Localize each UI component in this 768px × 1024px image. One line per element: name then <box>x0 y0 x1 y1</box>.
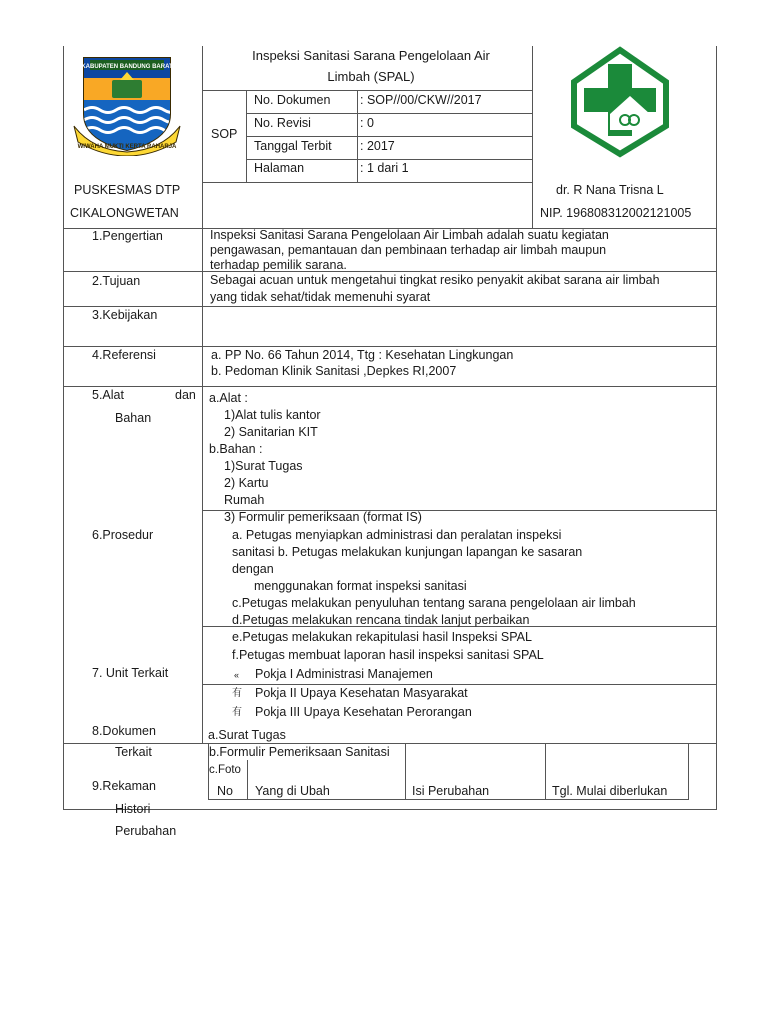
prosedur-step: a. Petugas menyiapkan administrasi dan peralatan inspeksi <box>232 528 562 542</box>
row-label-prosedur: 6.Prosedur <box>92 528 154 542</box>
emblem-text-top: KABUPATEN BANDUNG BARAT <box>81 64 173 70</box>
row-label-histori: Histori <box>115 802 151 816</box>
grid-line <box>63 386 717 387</box>
history-column-header: Yang di Ubah <box>255 784 330 798</box>
alat-line: 1)Surat Tugas <box>224 459 303 473</box>
meta-value-page: : 1 dari 1 <box>360 161 409 175</box>
meta-label-page: Halaman <box>254 161 305 175</box>
dokumen-item: c.Foto <box>209 764 241 776</box>
alat-line: 3) Formulir pemeriksaan (format IS) <box>224 510 422 524</box>
row-label-dokumen: 8.Dokumen <box>92 724 156 738</box>
signer-nip: NIP. 196808312002121005 <box>540 206 692 220</box>
alat-line: b.Bahan : <box>209 442 263 456</box>
prosedur-step: dengan <box>232 562 274 576</box>
unit-item: Pokja II Upaya Kesehatan Masyarakat <box>255 686 468 700</box>
pengertian-text-line: pengawasan, pemantauan dan pembinaan terhadap air limbah maupun <box>210 243 607 257</box>
referensi-item: a. PP No. 66 Tahun 2014, Ttg : Kesehatan Lingkungan <box>211 348 514 362</box>
grid-line <box>63 46 64 809</box>
grid-line <box>202 46 203 228</box>
grid-line <box>246 136 532 137</box>
grid-line <box>532 46 533 228</box>
prosedur-step: e.Petugas melakukan rekapitulasi hasil Inspeksi SPAL <box>232 630 532 644</box>
meta-value-document-number: : SOP//00/CKW//2017 <box>360 93 482 107</box>
history-column-header: Isi Perubahan <box>412 784 490 798</box>
alat-line: 1)Alat tulis kantor <box>224 408 321 422</box>
grid-line <box>202 182 532 183</box>
pengertian-text-line: Inspeksi Sanitasi Sarana Pengelolaan Air Limbah adalah suatu kegiatan <box>210 228 609 242</box>
unit-item: Pokja III Upaya Kesehatan Perorangan <box>255 705 472 719</box>
sop-label: SOP <box>211 127 238 141</box>
grid-line <box>246 159 532 160</box>
grid-line <box>208 799 689 800</box>
prosedur-step: c.Petugas melakukan penyuluhan tentang sarana pengelolaan air limbah <box>232 596 636 610</box>
row-label-dokumen-terkait: Terkait <box>115 745 152 759</box>
org-name-line-2: CIKALONGWETAN <box>70 206 179 220</box>
grid-line <box>688 743 689 799</box>
row-label-bahan: Bahan <box>115 411 152 425</box>
row-label-pengertian: 1.Pengertian <box>92 229 163 243</box>
district-emblem-icon <box>72 52 182 161</box>
meta-label-document-number: No. Dokumen <box>254 93 331 107</box>
grid-line <box>405 743 406 799</box>
history-column-header: Tgl. Mulai diberlukan <box>552 784 668 798</box>
grid-line <box>63 809 717 810</box>
row-label-alat-dan: dan <box>175 388 196 402</box>
prosedur-step: f.Petugas membuat laporan hasil inspeksi sanitasi SPAL <box>232 648 544 662</box>
meta-label-issue-date: Tanggal Terbit <box>254 139 332 153</box>
prosedur-step: sanitasi b. Petugas melakukan kunjungan lapangan ke sasaran <box>232 545 583 559</box>
grid-line <box>63 271 717 272</box>
history-column-header: No <box>217 784 233 798</box>
row-label-referensi: 4.Referensi <box>92 348 156 362</box>
signer-name: dr. R Nana Trisna L <box>556 183 664 197</box>
dokumen-item: b.Formulir Pemeriksaan Sanitasi <box>209 745 390 759</box>
row-label-kebijakan: 3.Kebijakan <box>92 308 158 322</box>
org-name-line-1: PUSKESMAS DTP <box>74 183 181 197</box>
tujuan-text-line: yang tidak sehat/tidak memenuhi syarat <box>210 290 431 304</box>
emblem-text-bottom: WIWAHA MUKTI KERTA RAHARJA <box>77 144 177 150</box>
unit-bullet: 有 <box>232 688 242 699</box>
unit-item: Pokja I Administrasi Manajemen <box>255 667 433 681</box>
grid-line <box>716 46 717 809</box>
document-title-line-1: Inspeksi Sanitasi Sarana Pengelolaan Air <box>252 48 490 63</box>
meta-value-revision: : 0 <box>360 116 374 130</box>
grid-line <box>202 90 532 91</box>
grid-line <box>545 743 546 799</box>
prosedur-step: d.Petugas melakukan rencana tindak lanjut perbaikan <box>232 613 530 627</box>
row-label-tujuan: 2.Tujuan <box>92 274 141 288</box>
grid-line <box>63 306 717 307</box>
document-title-line-2: Limbah (SPAL) <box>327 69 415 84</box>
unit-bullet: 有 <box>232 707 242 718</box>
dokumen-item: a.Surat Tugas <box>208 728 286 742</box>
grid-line <box>63 743 717 744</box>
row-label-unit-terkait: 7. Unit Terkait <box>92 666 169 680</box>
alat-line: 2) Kartu <box>224 476 269 490</box>
alat-line: Rumah <box>224 493 265 507</box>
unit-bullet: « <box>234 670 240 680</box>
prosedur-step: menggunakan format inspeksi sanitasi <box>254 579 467 593</box>
row-label-perubahan: Perubahan <box>115 824 177 838</box>
grid-line <box>63 346 717 347</box>
grid-line <box>202 684 717 685</box>
row-label-rekaman: 9.Rekaman <box>92 779 156 793</box>
row-label-alat: 5.Alat <box>92 388 124 402</box>
pengertian-text-line: terhadap pemilik sarana. <box>210 258 347 272</box>
alat-line: 2) Sanitarian KIT <box>224 425 318 439</box>
referensi-item: b. Pedoman Klinik Sanitasi ,Depkes RI,2007 <box>211 364 457 378</box>
puskesmas-cross-logo-icon <box>568 46 672 163</box>
grid-line <box>246 113 532 114</box>
grid-line <box>247 760 248 799</box>
tujuan-text-line: Sebagai acuan untuk mengetahui tingkat resiko penyakit akibat sarana air limbah <box>210 273 660 287</box>
alat-line: a.Alat : <box>209 391 248 405</box>
meta-value-issue-date: : 2017 <box>360 139 395 153</box>
meta-label-revision: No. Revisi <box>254 116 311 130</box>
